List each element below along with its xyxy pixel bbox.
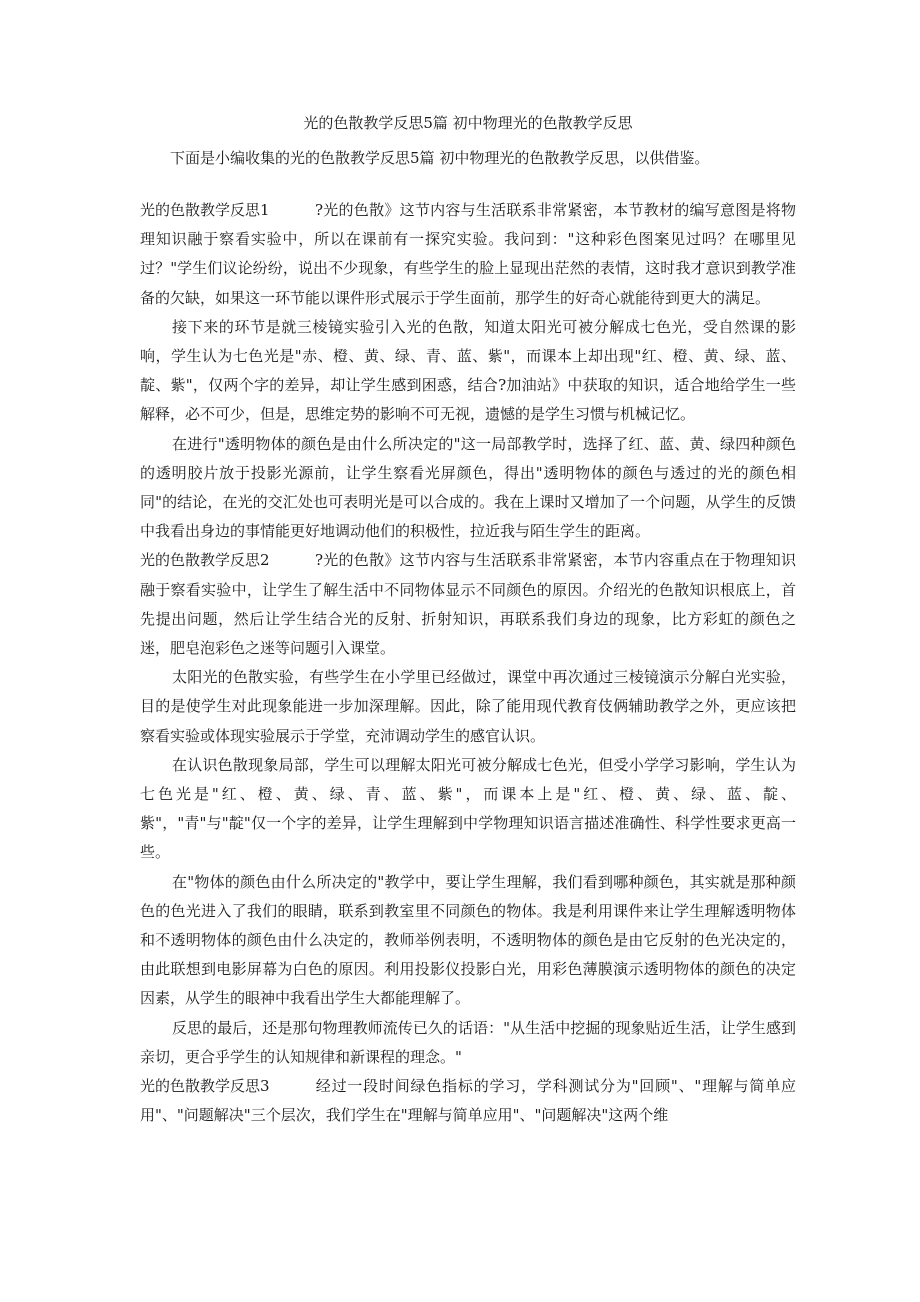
section-1-paragraph-1-text: ?光的色散》这节内容与生活联系非常紧密，本节教材的编写意图是将物理知识融于察看实验中，所以在课前有一探究实验。我问到："这种彩色图案见过吗？在哪里见过？"学生们议论纷纷，说出不少现象，有些学生的脸上显现出茫然的表情，这时我才意识到教学准备的欠缺，如果这一环节能以课件形式展示于学生面前，那学生的好奇心就能待到更大的满足。 (140, 201, 796, 307)
section-2-paragraph-1 (140, 546, 796, 663)
section-1-paragraph-3: 在进行"透明物体的颜色是由什么所决定的"这一局部教学时，选择了红、蓝、黄、绿四种颜色的透明胶片放于投影光源前，让学生察看光屏颜色，得出"透明物体的颜色与透过的光的颜色相同"的结论，在光的交汇处也可表明光是可以合成的。我在上课时又增加了一个问题，从学生的反馈中我看出身边的事情能更好地调动他们的积极性，拉近我与陌生学生的距离。 (140, 434, 796, 541)
section-2-paragraph-1-text: ?光的色散》这节内容与生活联系非常紧密，本节内容重点在于物理知识融于察看实验中，让学生了解生活中不同物体显示不同颜色的原因。介绍光的色散知识根底上，首先提出问题，然后让学生结合光的反射、折射知识，再联系我们身边的现象，比方彩虹的颜色之迷，肥皂泡彩色之迷等问题引入课堂。 (140, 551, 796, 658)
section-2-paragraph-5: 反思的最后，还是那句物理教师流传已久的话语："从生活中挖掘的现象贴近生活，让学生感到亲切，更合乎学生的认知规律和新课程的理念。" (140, 1018, 796, 1066)
document-page (140, 112, 796, 1131)
document-title: 光的色散教学反思5篇 初中物理光的色散教学反思 (303, 114, 633, 132)
section-1-paragraph-1 (140, 196, 796, 313)
section-2-paragraph-2: 太阳光的色散实验，有些学生在小学里已经做过，课堂中再次通过三棱镜演示分解白光实验，目的是使学生对此现象能进一步加深理解。因此，除了能用现代教育伎俩辅助教学之外，更应该把察看实验或体现实验展示于学堂，充沛调动学生的感官认识。 (140, 668, 796, 745)
section-3-paragraph-1 (140, 1072, 796, 1130)
section-2-label: 光的色散教学反思2 (140, 551, 270, 570)
section-2-paragraph-4: 在"物体的颜色由什么所决定的"教学中，要让学生理解，我们看到哪种颜色，其实就是那种颜色的色光进入了我们的眼睛，联系到教室里不同颜色的物体。我是利用课件来让学生理解透明物体和不透明物体的颜色由什么决定的，教师举例表明，不透明物体的颜色是由它反射的色光决定的，由此联想到电影屏幕为白色的原因。利用投影仪投影白光，用彩色薄膜演示透明物体的颜色的决定因素，从学生的眼神中我看出学生大都能理解了。 (140, 872, 796, 1008)
section-1-paragraph-2: 接下来的环节是就三棱镜实验引入光的色散，知道太阳光可被分解成七色光，受自然课的影响，学生认为七色光是"赤、橙、黄、绿、青、蓝、紫"，而课本上却出现"红、橙、黄、绿、蓝、靛、紫"，仅两个字的差异，却让学生感到困惑，结合?加油站》中获取的知识，适合地给学生一些解释，必不可少，但是，思维定势的影响不可无视，遗憾的是学生习惯与机械记忆。 (140, 317, 796, 424)
section-2-paragraph-3: 在认识色散现象局部，学生可以理解太阳光可被分解成七色光，但受小学学习影响，学生认为七色光是"红、橙、黄、绿、青、蓝、紫"，而课本上是"红、橙、黄、绿、蓝、靛、紫"，"青"与"靛"仅一个字的差异，让学生理解到中学物理知识语言描述准确性、科学性要求更高一些。 (140, 755, 796, 862)
section-3-paragraph-1-text: 经过一段时间绿色指标的学习，学科测试分为"回顾"、"理解与简单应用"、"问题解决"三个层次，我们学生在"理解与简单应用"、"问题解决"这两个维 (140, 1077, 796, 1125)
section-3-label: 光的色散教学反思3 (140, 1077, 270, 1096)
section-1-label: 光的色散教学反思1 (140, 201, 270, 219)
document-intro: 下面是小编收集的光的色散教学反思5篇 初中物理光的色散教学反思，以供借鉴。 (170, 149, 710, 167)
